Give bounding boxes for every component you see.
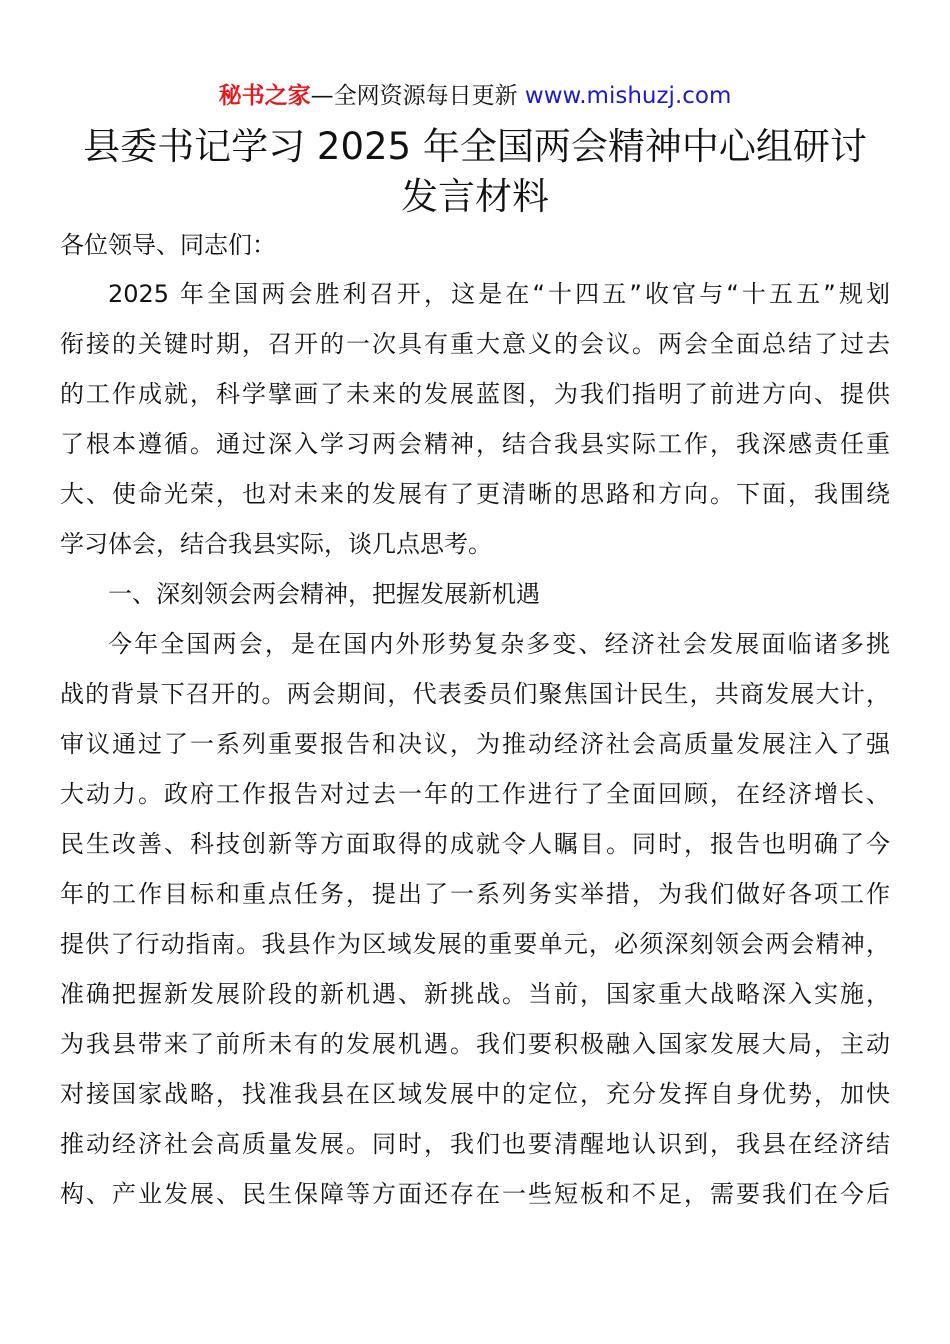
paragraph-line: 提供了行动指南。我县作为区域发展的重要单元，必须深刻领会两会精神， — [60, 930, 890, 958]
paragraph-line: 今年全国两会，是在国内外形势复杂多变、经济社会发展面临诸多挑 — [108, 630, 890, 658]
paragraph-line: 审议通过了一系列重要报告和决议，为推动经济社会高质量发展注入了强 — [60, 730, 890, 758]
paragraph-line: 年的工作目标和重点任务，提出了一系列务实举措，为我们做好各项工作 — [60, 880, 890, 908]
salutation: 各位领导、同志们： — [60, 231, 276, 259]
paragraph-line: 准确把握新发展阶段的新机遇、新挑战。当前，国家重大战略深入实施， — [60, 980, 890, 1008]
paragraph-line: 的工作成就，科学擘画了未来的发展蓝图，为我们指明了前进方向、提供 — [60, 380, 890, 408]
brand-name: 秘书之家 — [218, 83, 311, 109]
paragraph-line: 民生改善、科技创新等方面取得的成就令人瞩目。同时，报告也明确了今 — [60, 830, 890, 858]
paragraph-line: 2025 年全国两会胜利召开，这是在“十四五”收官与“十五五”规划 — [108, 280, 890, 308]
paragraph-line: 推动经济社会高质量发展。同时，我们也要清醒地认识到，我县在经济结 — [60, 1130, 890, 1158]
paragraph-line: 为我县带来了前所未有的发展机遇。我们要积极融入国家发展大局，主动 — [60, 1030, 890, 1058]
paragraph-line: 对接国家战略，找准我县在区域发展中的定位，充分发挥自身优势，加快 — [60, 1080, 890, 1108]
site-banner — [0, 80, 950, 112]
section-heading: 一、深刻领会两会精神，把握发展新机遇 — [108, 580, 540, 608]
paragraph-line: 衔接的关键时期，召开的一次具有重大意义的会议。两会全面总结了过去 — [60, 330, 890, 358]
title-line: 发言材料 — [401, 175, 549, 218]
title-line: 县委书记学习 2025 年全国两会精神中心组研讨 — [83, 125, 867, 168]
body-text — [60, 277, 890, 1227]
paragraph-line: 学习体会，结合我县实际，谈几点思考。 — [60, 530, 492, 558]
paragraph-line: 大、使命光荣，也对未来的发展有了更清晰的思路和方向。下面，我围绕 — [60, 480, 890, 508]
site-url-link[interactable]: www.mishuzj.com — [524, 83, 732, 109]
paragraph-line: 战的背景下召开的。两会期间，代表委员们聚焦国计民生，共商发展大计， — [60, 680, 890, 708]
banner-tagline: —全网资源每日更新 — [310, 83, 525, 109]
paragraph-line: 大动力。政府工作报告对过去一年的工作进行了全面回顾，在经济增长、 — [60, 780, 890, 808]
paragraph-line: 了根本遵循。通过深入学习两会精神，结合我县实际工作，我深感责任重 — [60, 430, 890, 458]
paragraph-line: 构、产业发展、民生保障等方面还存在一些短板和不足，需要我们在今后 — [60, 1180, 890, 1208]
document-title — [60, 122, 890, 222]
